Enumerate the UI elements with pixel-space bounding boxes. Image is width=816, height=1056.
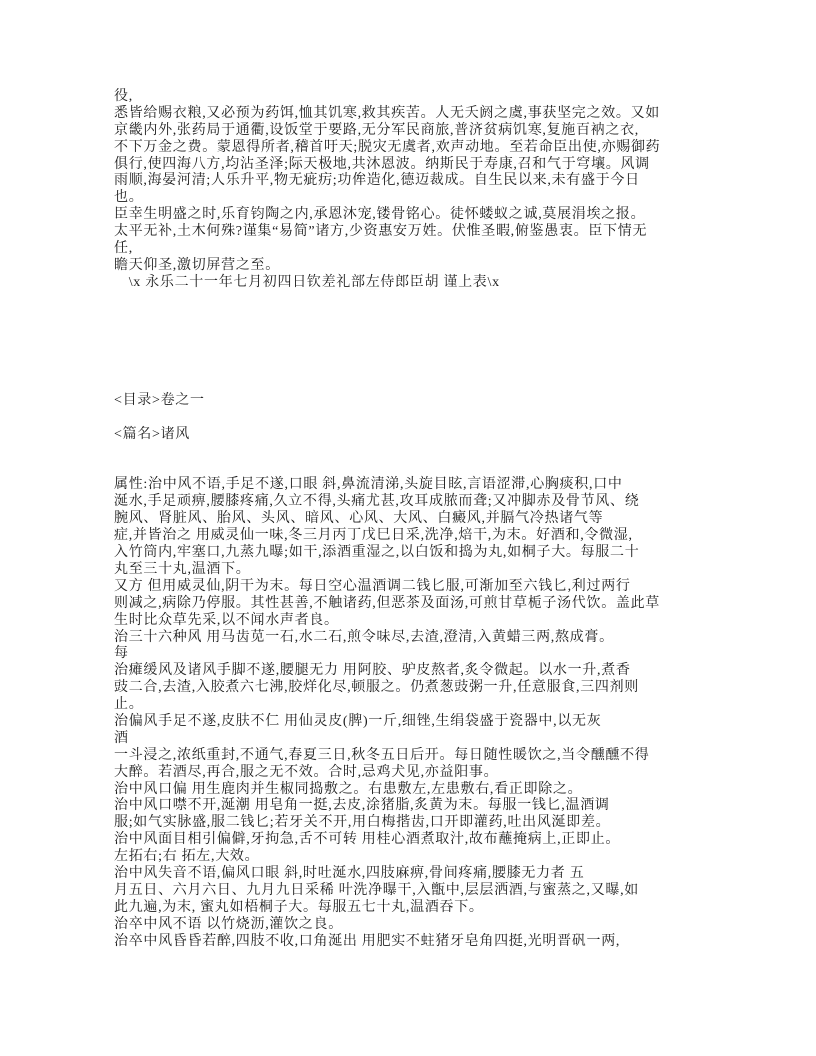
blank-line xyxy=(114,325,714,342)
text-line: 月五日、六月六日、九月九日采稀 叶洗净曝干,入甑中,层层洒酒,与蜜蒸之,又曝,如 xyxy=(114,882,639,898)
text-line: 又方 但用威灵仙,阴干为末。每日空心温酒调二钱匕服,可渐加至六钱匕,利过两行 xyxy=(114,578,631,594)
text-content xyxy=(114,89,714,950)
text-line: 属性:治中风不语,手足不遂,口眼 斜,鼻流清涕,头旋目眩,言语涩滞,心胸痰积,口中 xyxy=(114,477,623,493)
text-line: 大醉。若酒尽,再合,服之无不效。合时,忌鸡犬见,亦益阳事。 xyxy=(114,764,499,780)
text-line: 此九遍,为末, 蜜丸如梧桐子大。每服五七十丸,温酒吞下。 xyxy=(114,899,484,915)
text-line: 一斗浸之,浓纸重封,不通气,春夏三日,秋冬五日后开。每日随性暖饮之,当令醺醺不得 xyxy=(114,747,650,763)
text-line: 止。 xyxy=(114,697,144,713)
text-line: 治中风失音不语,偏风口眼 斜,时吐涎水,四肢麻痹,骨间疼痛,腰膝无力者 五 xyxy=(114,865,585,881)
text-line: 也。 xyxy=(114,190,144,206)
blank-line xyxy=(114,444,714,461)
text-line: 治卒中风昏昏若醉,四肢不收,口角涎出 用肥实不蛀猪牙皂角四挺,光明晋矾一两, xyxy=(114,933,621,949)
text-line: 酒 xyxy=(114,730,129,746)
text-line: 左拓右;右 拓左,大效。 xyxy=(114,849,260,865)
text-line: \x 永乐二十一年七月初四日钦差礼部左侍郎臣胡 谨上表\x xyxy=(114,274,500,290)
text-line: 臣幸生明盛之时,乐育钧陶之内,承恩沐宠,镂骨铭心。徒怀蝼蚁之诚,莫展涓埃之报。 xyxy=(114,207,646,223)
text-line: 瞻天仰圣,激切屏营之至。 xyxy=(114,257,280,273)
blank-line xyxy=(114,292,714,309)
text-line: 治中风面目相引偏僻,牙拘急,舌不可转 用桂心酒煮取汁,故布蘸掩病上,正即止。 xyxy=(114,832,621,848)
text-line: 悉皆给赐衣粮,又必预为药饵,恤其饥寒,救其疾苦。人无夭阏之虞,事获坚完之效。又如 xyxy=(114,105,660,121)
blank-line xyxy=(114,342,714,359)
text-line: 俱行,使四海八方,均沾圣泽;际天极地,共沐恩波。纳斯民于寿康,召和气于穹壤。风调 xyxy=(114,156,650,172)
text-line: 治卒中风不语 以竹烧沥,灌饮之良。 xyxy=(114,916,343,932)
text-line: 治三十六种风 用马齿苋一石,水二石,煎令味尽,去渣,澄清,入黄蜡三两,熬成膏。 xyxy=(114,629,614,645)
text-line: 任, xyxy=(114,241,133,257)
text-line: 不下万金之费。蒙恩得所者,稽首吁天;脱灾无虞者,欢声动地。至若命臣出使,亦赐御药 xyxy=(114,139,661,155)
text-line: 豉二合,去渣,入胶煮六七沸,胶烊化尽,顿服之。仍煮葱豉粥一升,任意服食,三四剂则 xyxy=(114,680,639,696)
text-line: 生时比众草先采,以不闻水声者良。 xyxy=(114,612,339,628)
text-line: 腕风、肾脏风、胎风、头风、暗风、心风、大风、白癜风,并膈气冷热诸气等 xyxy=(114,511,604,527)
text-line: <篇名>诸风 xyxy=(114,426,190,442)
text-line: <目录>卷之一 xyxy=(114,393,205,409)
blank-line xyxy=(114,461,714,478)
blank-line xyxy=(114,376,714,393)
text-line: 则减之,病除乃停服。其性甚善,不触诸药,但恶茶及面汤,可煎甘草栀子汤代饮。盖此草 xyxy=(114,595,660,611)
text-line: 服;如气实脉盛,服二钱匕;若牙关不开,用白梅揩齿,口开即灌药,吐出风涎即差。 xyxy=(114,815,611,831)
text-line: 涎水,手足顽痹,腰膝疼痛,久立不得,头痛尤甚,攻耳成脓而聋;又冲脚赤及骨节风、绕 xyxy=(114,494,640,510)
text-line: 每 xyxy=(114,646,129,662)
text-line: 治瘫缓风及诸风手脚不遂,腰腿无力 用阿胶、驴皮熬者,炙令微起。以水一升,煮香 xyxy=(114,663,631,679)
text-line: 治中风口偏 用生鹿肉并生椒同捣敷之。右患敷左,左患敷右,看正即除之。 xyxy=(114,781,583,797)
text-line: 太平无补,土木何殊?谨集“易简”诸方,少资惠安万姓。伏惟圣暇,俯鉴愚衷。臣下情无 xyxy=(114,224,648,240)
text-line: 治偏风手足不遂,皮肤不仁 用仙灵皮(脾)一斤,细锉,生绢袋盛于瓷器中,以无灰 xyxy=(114,713,602,729)
text-line: 役, xyxy=(114,89,133,104)
text-line: 雨顺,海晏河清;人乐升平,物无疵疠;功侔造化,德迈裁成。自生民以来,未有盛于今日 xyxy=(114,173,640,189)
text-line: 症,并皆治之 用威灵仙一味,冬三月丙丁戊巳日采,洗净,焙干,为末。好酒和,令微湿, xyxy=(114,528,633,544)
text-line: 治中风口噤不开,涎潮 用皂角一挺,去皮,涂猪脂,炙黄为末。每服一钱匕,温酒调 xyxy=(114,798,610,814)
text-line: 京畿内外,张药局于通衢,设饭堂于要路,无分军民商旅,普济贫病饥寒,复施百衲之衣, xyxy=(114,122,639,138)
text-line: 入竹筒内,牢塞口,九蒸九曝;如干,添酒重湿之,以白饭和捣为丸,如桐子大。每服二十 xyxy=(114,545,640,561)
text-line: 丸至三十丸,温酒下。 xyxy=(114,561,251,577)
blank-line xyxy=(114,359,714,376)
blank-line xyxy=(114,309,714,326)
blank-line xyxy=(114,410,714,427)
